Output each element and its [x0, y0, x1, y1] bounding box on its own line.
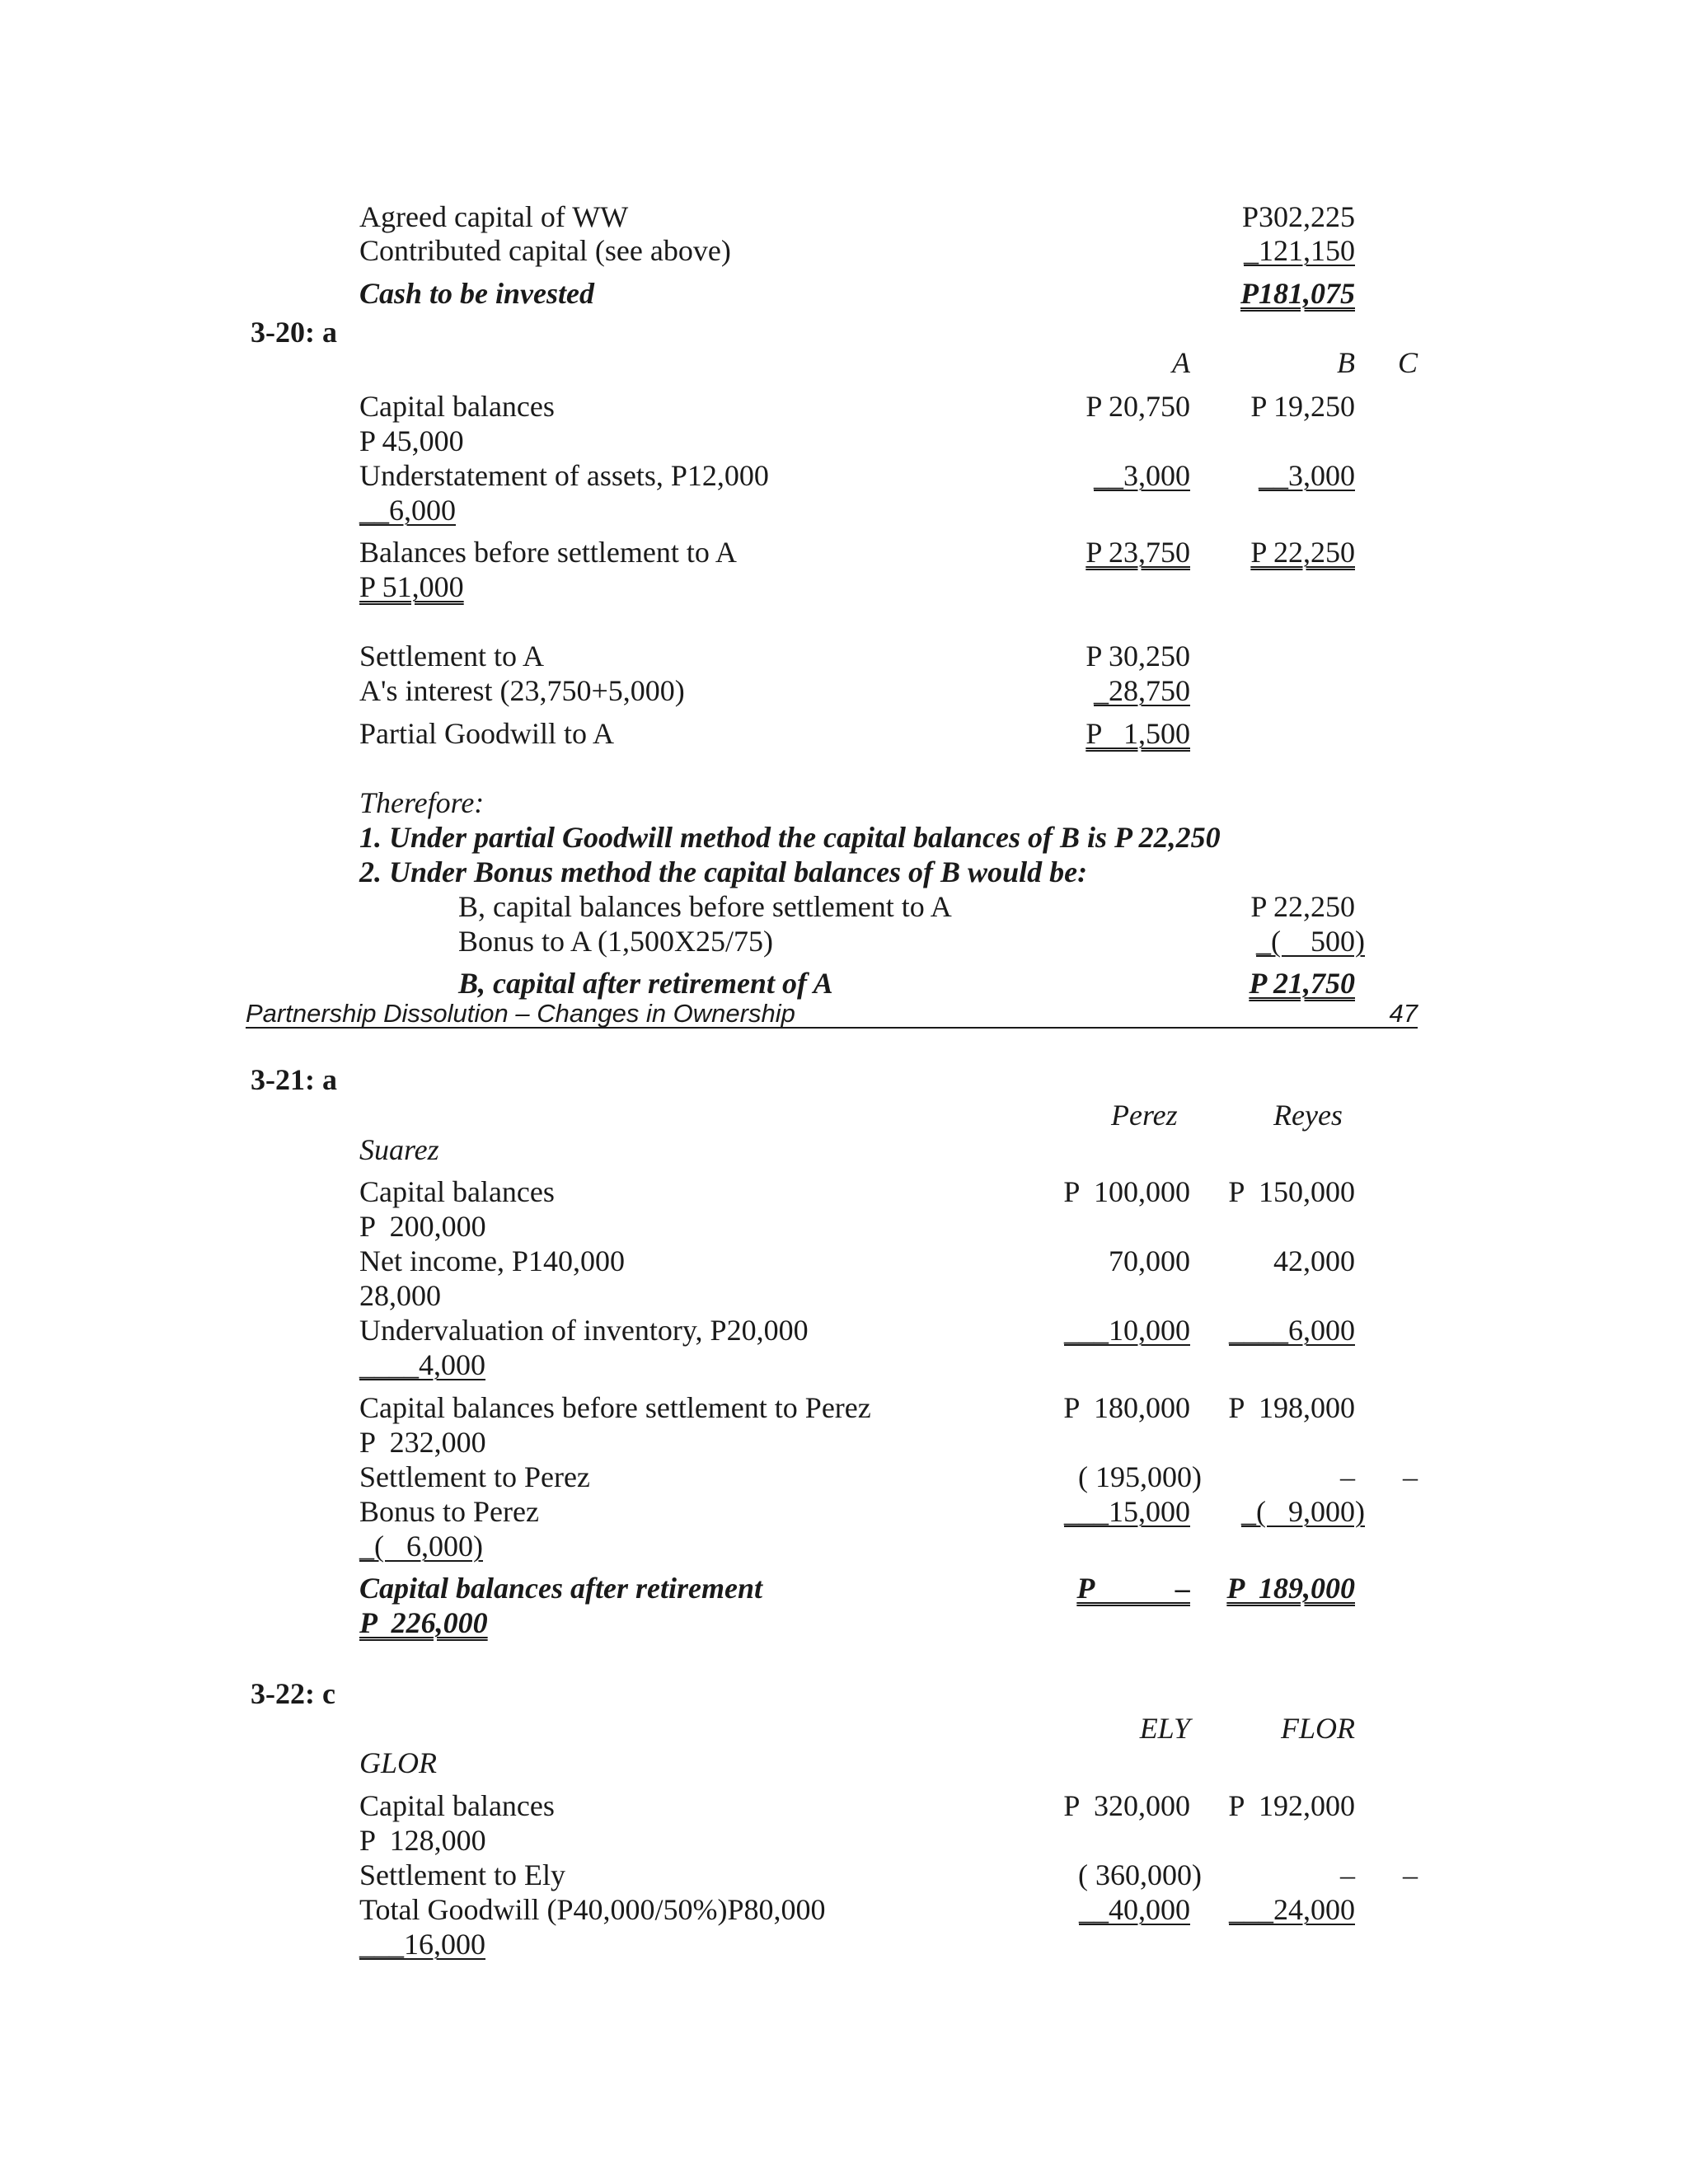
- capital-c-value: P 45,000: [359, 424, 464, 457]
- settlement-perez-label: Settlement to Perez: [359, 1460, 590, 1493]
- column-header-ely: ELY: [1139, 1712, 1190, 1745]
- partial-goodwill-value: P 1,500: [1085, 717, 1190, 750]
- cash-invested-label: Cash to be invested: [359, 277, 594, 310]
- column-header-a: A: [1172, 346, 1190, 379]
- goodwill-ely-value: __40,000: [1079, 1893, 1190, 1926]
- bonus-to-perez-label: Bonus to Perez: [359, 1495, 539, 1528]
- net-income-label: Net income, P140,000: [359, 1244, 625, 1277]
- settlement-glor-value: –: [1403, 1858, 1418, 1891]
- bonus-to-a-value: _( 500): [1256, 925, 1365, 958]
- column-header-suarez: Suarez: [359, 1133, 439, 1166]
- column-header-glor: GLOR: [359, 1746, 438, 1779]
- capital-balances-label: Capital balances: [359, 1789, 555, 1822]
- column-header-reyes: Reyes: [1273, 1099, 1343, 1132]
- after-retirement-perez-value: P –: [1076, 1572, 1190, 1605]
- settlement-ely-value: ( 360,000): [1078, 1858, 1202, 1891]
- bonus-reyes-value: _( 9,000): [1241, 1495, 1365, 1528]
- problem-number: 3-21: a: [251, 1063, 337, 1096]
- before-settlement-label: Balances before settlement to A: [359, 536, 737, 569]
- understatement-b-value: __3,000: [1259, 459, 1355, 492]
- inventory-perez-value: ___10,000: [1064, 1314, 1190, 1347]
- column-header-b: B: [1337, 346, 1355, 379]
- capital-a-value: P 20,750: [1085, 390, 1190, 423]
- understatement-a-value: __3,000: [1094, 459, 1190, 492]
- problem-number: 3-20: a: [251, 316, 337, 349]
- settlement-a-value: P 30,250: [1085, 640, 1190, 673]
- capital-balances-label: Capital balances: [359, 390, 555, 423]
- capital-suarez-value: P 200,000: [359, 1210, 486, 1243]
- column-header-flor: FLOR: [1281, 1712, 1355, 1745]
- before-settlement-label: Capital balances before settlement to Perez: [359, 1391, 871, 1424]
- capital-balances-label: Capital balances: [359, 1175, 555, 1208]
- settlement-reyes-value: –: [1340, 1460, 1355, 1493]
- conclusion-line-1: 1. Under partial Goodwill method the capital balances of B is P 22,250: [359, 821, 1221, 854]
- capital-b-value: P 19,250: [1250, 390, 1355, 423]
- contributed-capital-label: Contributed capital (see above): [359, 234, 731, 267]
- capital-perez-value: P 100,000: [1063, 1175, 1190, 1208]
- cash-invested-value: P181,075: [1240, 277, 1355, 310]
- agreed-capital-label: Agreed capital of WW: [359, 200, 629, 233]
- settlement-a-label: Settlement to A: [359, 640, 544, 673]
- b-after-retirement-value: P 21,750: [1249, 967, 1355, 1000]
- footer-page-number: 47: [1389, 999, 1418, 1028]
- before-settlement-suarez-value: P 232,000: [359, 1426, 486, 1459]
- before-settlement-c-value: P 51,000: [359, 570, 464, 603]
- understatement-c-value: __6,000: [359, 494, 456, 527]
- net-income-reyes-value: 42,000: [1273, 1244, 1355, 1277]
- goodwill-flor-value: ___24,000: [1229, 1893, 1355, 1926]
- inventory-reyes-value: ____6,000: [1229, 1314, 1355, 1347]
- a-interest-label: A's interest (23,750+5,000): [359, 674, 685, 707]
- inventory-suarez-value: ____4,000: [359, 1348, 485, 1381]
- settlement-perez-value: ( 195,000): [1078, 1460, 1202, 1493]
- footer-rule: [246, 1027, 1418, 1029]
- capital-reyes-value: P 150,000: [1228, 1175, 1355, 1208]
- agreed-capital-value: P302,225: [1241, 200, 1355, 233]
- settlement-flor-value: –: [1340, 1858, 1355, 1891]
- a-interest-value: _28,750: [1094, 674, 1190, 707]
- column-header-perez: Perez: [1111, 1099, 1178, 1132]
- b-before-settlement-value: P 22,250: [1250, 890, 1355, 923]
- inventory-undervaluation-label: Undervaluation of inventory, P20,000: [359, 1314, 809, 1347]
- column-header-c: C: [1397, 346, 1418, 379]
- problem-number: 3-22: c: [251, 1677, 335, 1710]
- after-retirement-label: Capital balances after retirement: [359, 1572, 762, 1605]
- net-income-perez-value: 70,000: [1109, 1244, 1190, 1277]
- bonus-suarez-value: _( 6,000): [359, 1530, 483, 1563]
- before-settlement-a-value: P 23,750: [1085, 536, 1190, 569]
- capital-glor-value: P 128,000: [359, 1824, 486, 1857]
- b-after-retirement-label: B, capital after retirement of A: [458, 967, 833, 1000]
- net-income-suarez-value: 28,000: [359, 1279, 441, 1312]
- after-retirement-suarez-value: P 226,000: [359, 1606, 488, 1639]
- capital-flor-value: P 192,000: [1228, 1789, 1355, 1822]
- bonus-to-a-label: Bonus to A (1,500X25/75): [458, 925, 774, 958]
- conclusion-line-2: 2. Under Bonus method the capital balances of B would be:: [359, 855, 1088, 888]
- before-settlement-perez-value: P 180,000: [1063, 1391, 1190, 1424]
- after-retirement-reyes-value: P 189,000: [1226, 1572, 1355, 1605]
- total-goodwill-label: Total Goodwill (P40,000/50%)P80,000: [359, 1893, 826, 1926]
- contributed-capital-value: _121,150: [1244, 234, 1355, 267]
- partial-goodwill-label: Partial Goodwill to A: [359, 717, 614, 750]
- settlement-ely-label: Settlement to Ely: [359, 1858, 565, 1891]
- bonus-perez-value: ___15,000: [1064, 1495, 1190, 1528]
- settlement-suarez-value: –: [1403, 1460, 1418, 1493]
- therefore-heading: Therefore:: [359, 786, 485, 819]
- before-settlement-b-value: P 22,250: [1250, 536, 1355, 569]
- before-settlement-reyes-value: P 198,000: [1228, 1391, 1355, 1424]
- b-before-settlement-label: B, capital balances before settlement to A: [458, 890, 952, 923]
- understatement-label: Understatement of assets, P12,000: [359, 459, 769, 492]
- goodwill-glor-value: ___16,000: [359, 1928, 485, 1961]
- capital-ely-value: P 320,000: [1063, 1789, 1190, 1822]
- footer-title: Partnership Dissolution – Changes in Ownership: [246, 999, 795, 1028]
